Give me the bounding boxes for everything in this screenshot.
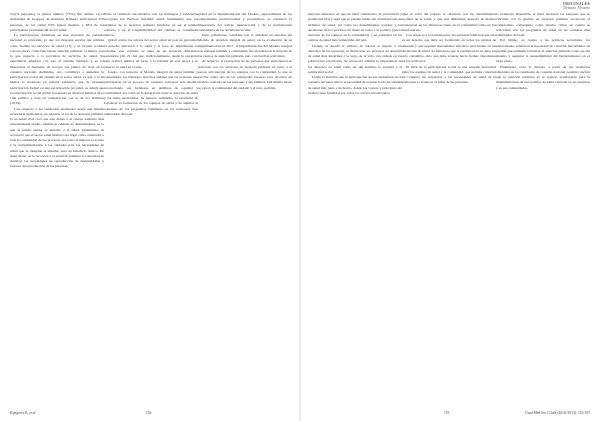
paragraph: Finalmente, todo lo descrito a partir de los resultados obtenidos en los resultados de consulta nacional permite concluir que la atención primaria es el espacio privilegiado para la implementación de una política de salud centrada en las personas y en sus comunidades. [496,64,590,90]
paragraph: Luego, con respecto al Modelo integral de salud familiar y comunitaria, los hallazgos descritos señalan que las personas que participaron en el proceso de consulta valoraron este modelo reconociendo sus fortalezas en términos de equidad y continuidad, así como en la integración entre la atención de salud y las redes territoriales. Se destacó, asimismo, la necesidad de fortalecer la formación de los equipos de salud y de ampliar la cobertura de los programas familiares en los territorios más vulnerables del país. [104,69,198,116]
right-column-3 [496,12,590,406]
right-page [300,0,600,421]
right-column-1 [308,12,402,406]
paragraph: global contra los actores del sector salud en post de garantizar el derecho universal a la salud y la hora de implementar la reforma, este contexto se situó en un aparecen diferentes escenarios (20, 21, Asi que, tradicionalmente, desde la categoría para política pública en torno a la reforma en esta época y se observó la salud en el país. [104,38,198,69]
paragraph: Llama la atención que la participación de los ciudadanos en la consulta nacional relevó la necesidad de avanzar hacia un sistema de salud más justo e inclusivo, donde los valores y principios del modelo sean asumidos por todos los actores involucrados. [308,75,402,95]
footer-journal: Cuad Méd Soc (Chile) 2018, 58 (3): 153-167 [525,411,590,415]
left-column-2 [104,12,198,406]
paragraph: Cuando se abordó el atributo de valores el respeto a los derechos de las personas, se destacaron los procesos de atención de salud más integrales a lo largo de la vida, con énfasis en las poblaciones prioritarias. Se reconoció además la importancia de los derechos en salud como eje del sistema, la equidad y la solidaridad social. [308,43,402,74]
right-column-2 [402,12,496,406]
paragraph: Entre el resultado encontramos con los hallazgos y evidencias recogidas por Barbara Starfield, quien fundamentó que los atributos de la atención primaria fundados en ser el primer contacto y en la longitudinalidad del cuidado se consideran nuevos. [104,12,198,37]
header-section: ORIGINALES [563,2,590,6]
paragraph: Con respecto a la participación, las personas señalaron que esta es un derecho que debe ser fortalecido en todos los niveles de atención y que requiere mecanismos efectivos para incidir en las decisiones de salud. Se menciona que la participación no debe ser solo consultiva, sino que debe avanzar hacia formas vinculantes en los territorios. [402,33,496,64]
paragraph: Qué el valor del respeto se relaciona con los determinantes sociales de la salud, y que esta dimensión apareció de manera transversal en los discursos, tanto en la comunidad como en los funcionarios. [402,12,496,32]
paragraph: Por último, en cuanto a las políticas sectoriales, los entrevistados señalaron la necesidad de construir mecanismos de gestión que permitan fortalecer la atención primaria como eje del sistema y asegurar la sustentabilidad del financiamiento en el largo plazo. [496,38,590,64]
paragraph: Estas reflexiones coinciden con lo señalado en estudios del Modelo de atención integral de salud, en la evaluación de su implementación en 2017, la Implementación del Modelo integral con enfoque familiar y comunitario fue abordada en la mayoría de los centros de atención primaria, pero con brechas relevantes. [198,33,292,58]
page-number-left: 154 [146,411,152,415]
running-header [563,2,590,10]
paragraph: Con respecto a los resultados analizados desde una mirada secundaria tipificamos, en relación al rol de la atención primaria, la sociedad civil creó que este deben o el cuerpo sanitario más estrechamente aludió, además se cuidado no determinantes, es lo que se puede ayudar al derecho a la salud. Igualmente, se reconoció que el sector salud mantuvo un lugar como orientador a toda la continuidad de los procesos, así como el mejorar el acceso y la complementación a los cuidados para las necesidades de salud que se cumplan la sistema, para un beneficio clínico. De igual modo, se le reconoce a la atención primaria la capacidad de dosificar las necesidades de reproducción de desigualdades y factores de reproducción de las personas. [10,106,104,169]
footer-author: Espigares R, et al. [10,411,37,415]
paragraph: Al respecto, la percepción de las personas que participaron se relaciona con los servicios de atención primaria en torno a la escasa articulación de los equipos con la comunidad, lo que se percibe como una de las principales barreras para alcanzar un modelo centrado en las personas y sus familias. Del mismo modo se valoró la continuidad del cuidado y el trato recibido. [198,59,292,90]
paragraph: la evidencia disponible. A nivel nacional, las personas que se vinculan con la gestión en atención primaria reconocen el compromiso comunitario como desafío crítico en cuanto se relacionan con los programas de salud en las comunas más vulnerables del país. [496,12,590,37]
left-column-1 [10,12,104,406]
paragraph: El ideal de la participación social es una relación horizontal entre los equipos de salud y la comunidad, que permita construir en conjunto las respuestas a las necesidades de salud de la población y reconocer el saber de las personas. [402,64,496,85]
paragraph: mayores esfuerzos en que en nivel cuantitativo de prevención y promoción (25) y aquí que se pueden medir sus contribuciones en términos de salud, así como los determinantes sociales y las decisiones de los servicios de salud en torno a la política (que la atención de los equipos en la comunidad), y en particular en los centros de salud más vulnerables del país. [308,12,402,43]
page-number-right: 155 [444,411,450,415]
header-authors: Demuro Alvarez [563,6,590,10]
paragraph: La participación ciudadana en este escenario de consulta nacional es relevante, ya que los mayores escalas que utilizan como medida los servicios de salud (17), y en el país, podían conocer mejor cómo funcionaba atención primaria, al menos, con lo que respecta a la provisión de servicios de salud. Su experiencia empírica con toro el sistema sanitario y su rol importante al momento de recoger sus puntos de vista en la consulta nacional. Asimismo, otro contribuyó a aumentar la participación social del sistema en el sector salud, ya que, y la de hemos lo mostrado en nuestra evidencia que de cuarenta participación formal en esta perticipación (el salud, es salud) que la participación social global frecuencia en diversos ámbitos de la vida pública y baja en comparación con la de los hombres (18,19). [10,33,104,106]
paragraph: global en la implementación del Modelo, especialmente en los componentes promocionales y preventivos, se consideró la importancia del trabajo intersectorial y de la participación comunitaria en las decisiones locales. [198,12,292,32]
paragraph: 10,5% personas); la menor número (75%). Por último, en la modalidad de Gruppos de Atención Primaria participaron 970 personas, de las cuales 63% fueron mujeres y 38% de los participantes provenían del sector salud. [10,12,104,32]
left-column-3 [198,12,292,406]
